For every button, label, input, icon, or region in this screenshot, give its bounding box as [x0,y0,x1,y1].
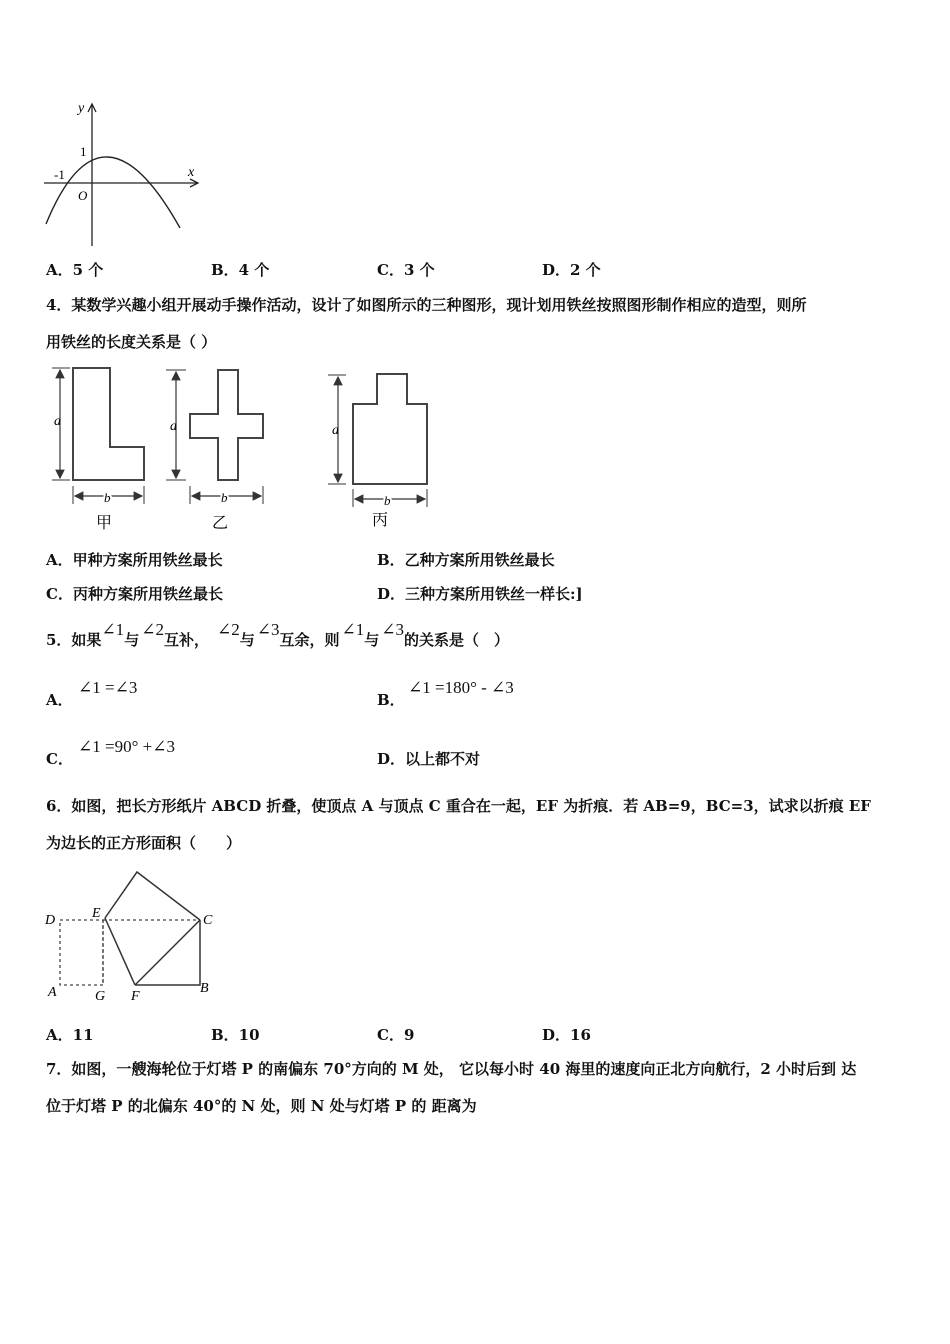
q6-option-a: A．11 [46,1026,94,1044]
q5-angle1b: ∠1 [341,620,365,639]
q5-and1: 与 [124,631,140,649]
q6-option-b: B．10 [211,1026,260,1044]
q5-comp: 互余，则 [279,631,340,649]
q6-stem-line2: 为边长的正方形面积（ ） [46,834,242,852]
shape-bing [353,374,427,484]
fold-line-fc [135,920,200,985]
label-b: B [200,981,209,996]
q3-option-c: C．3 个 [377,261,435,279]
q5-angle3: ∠3 [256,620,280,639]
q5-option-c-label: C． [46,750,73,768]
q4-option-b: B．乙种方案所用铁丝最长 [377,551,555,569]
q6-stem-line1: 6．如图，把长方形纸片 ABCD 折叠，使顶点 A 与顶点 C 重合在一起，EF 为折痕．若 AB=9，BC=3，试求以折痕 EF [46,797,871,815]
q5-and2: 与 [239,631,255,649]
q3-option-a: A．5 个 [46,261,104,279]
label-e: E [92,906,101,921]
caption-jia: 甲 [96,515,113,532]
q5-option-a-label: A． [46,691,73,709]
q5-angle1: ∠1 [101,620,125,639]
folded-flap [105,872,200,920]
q5-option-b-label: B． [377,691,405,709]
one-tick-label: 1 [80,144,87,159]
x-axis-label: x [188,165,195,180]
origin-label: O [78,188,88,203]
y-axis-label: y [78,101,85,116]
bing-a-label: a [332,423,339,438]
q5-option-a-math: ∠1 =∠3 [78,678,138,697]
q3-option-b: B．4 个 [211,261,270,279]
q5-and3: 与 [364,631,380,649]
q4-option-d: D．三种方案所用铁丝一样长:] [377,585,583,603]
shape-yi [190,370,263,480]
q4-option-a: A．甲种方案所用铁丝最长 [46,551,223,569]
q7-stem-line1: 7．如图，一艘海轮位于灯塔 P 的南偏东 70°方向的 M 处， 它以每小时 40 海里的速度向正北方向航行，2 小时后到 达 [46,1060,857,1078]
fold-line-ef [105,918,135,985]
caption-bing: 丙 [372,512,389,529]
q6-option-d: D．16 [542,1026,591,1044]
yi-a-label: a [170,419,177,434]
q6-fold-figure [40,862,230,1007]
label-g: G [95,989,106,1004]
parabola-curve [46,157,180,228]
q5-option-c-math: ∠1 =90° +∠3 [78,737,175,756]
q4-stem-line1: 4．某数学兴趣小组开展动手操作活动，设计了如图所示的三种图形，现计划用铁丝按照图形制作相应的造型，则所 [46,296,807,314]
q5-option-b-math: ∠1 =180° - ∠3 [408,678,514,697]
q5-stem-number: 5．如果 [46,631,102,649]
q7-stem-line2: 位于灯塔 P 的北偏东 40°的 N 处，则 N 处与灯塔 P 的 距离为 [46,1097,477,1115]
label-a: A [48,985,57,1000]
q5-angle2: ∠2 [141,620,164,639]
label-f: F [131,989,140,1004]
bing-b-label: b [384,493,391,508]
original-rect-dashed [60,920,103,985]
q5-tail: 的关系是（ ） [404,631,510,649]
q5-supp: 互补， [163,631,209,649]
q4-option-c: C．丙种方案所用铁丝最长 [46,585,223,603]
label-c: C [203,913,213,928]
q5-option-d: D．以上都不对 [377,750,481,768]
q5-stem [46,622,509,658]
q6-option-c: C．9 [377,1026,415,1044]
shape-jia [73,368,144,480]
q3-option-d: D．2 个 [542,261,601,279]
q5-angle2b: ∠2 [216,620,240,639]
caption-yi: 乙 [212,515,229,532]
jia-a-label: a [54,414,61,429]
q5-angle3b: ∠3 [381,620,405,639]
label-d: D [45,913,56,928]
yi-b-label: b [221,490,228,505]
q4-stem-line2: 用铁丝的长度关系是（ ） [46,333,217,351]
q4-wire-shapes-figure [40,362,440,537]
parabola-figure [38,96,208,251]
jia-b-label: b [104,490,111,505]
neg-one-tick-label: -1 [54,167,65,182]
